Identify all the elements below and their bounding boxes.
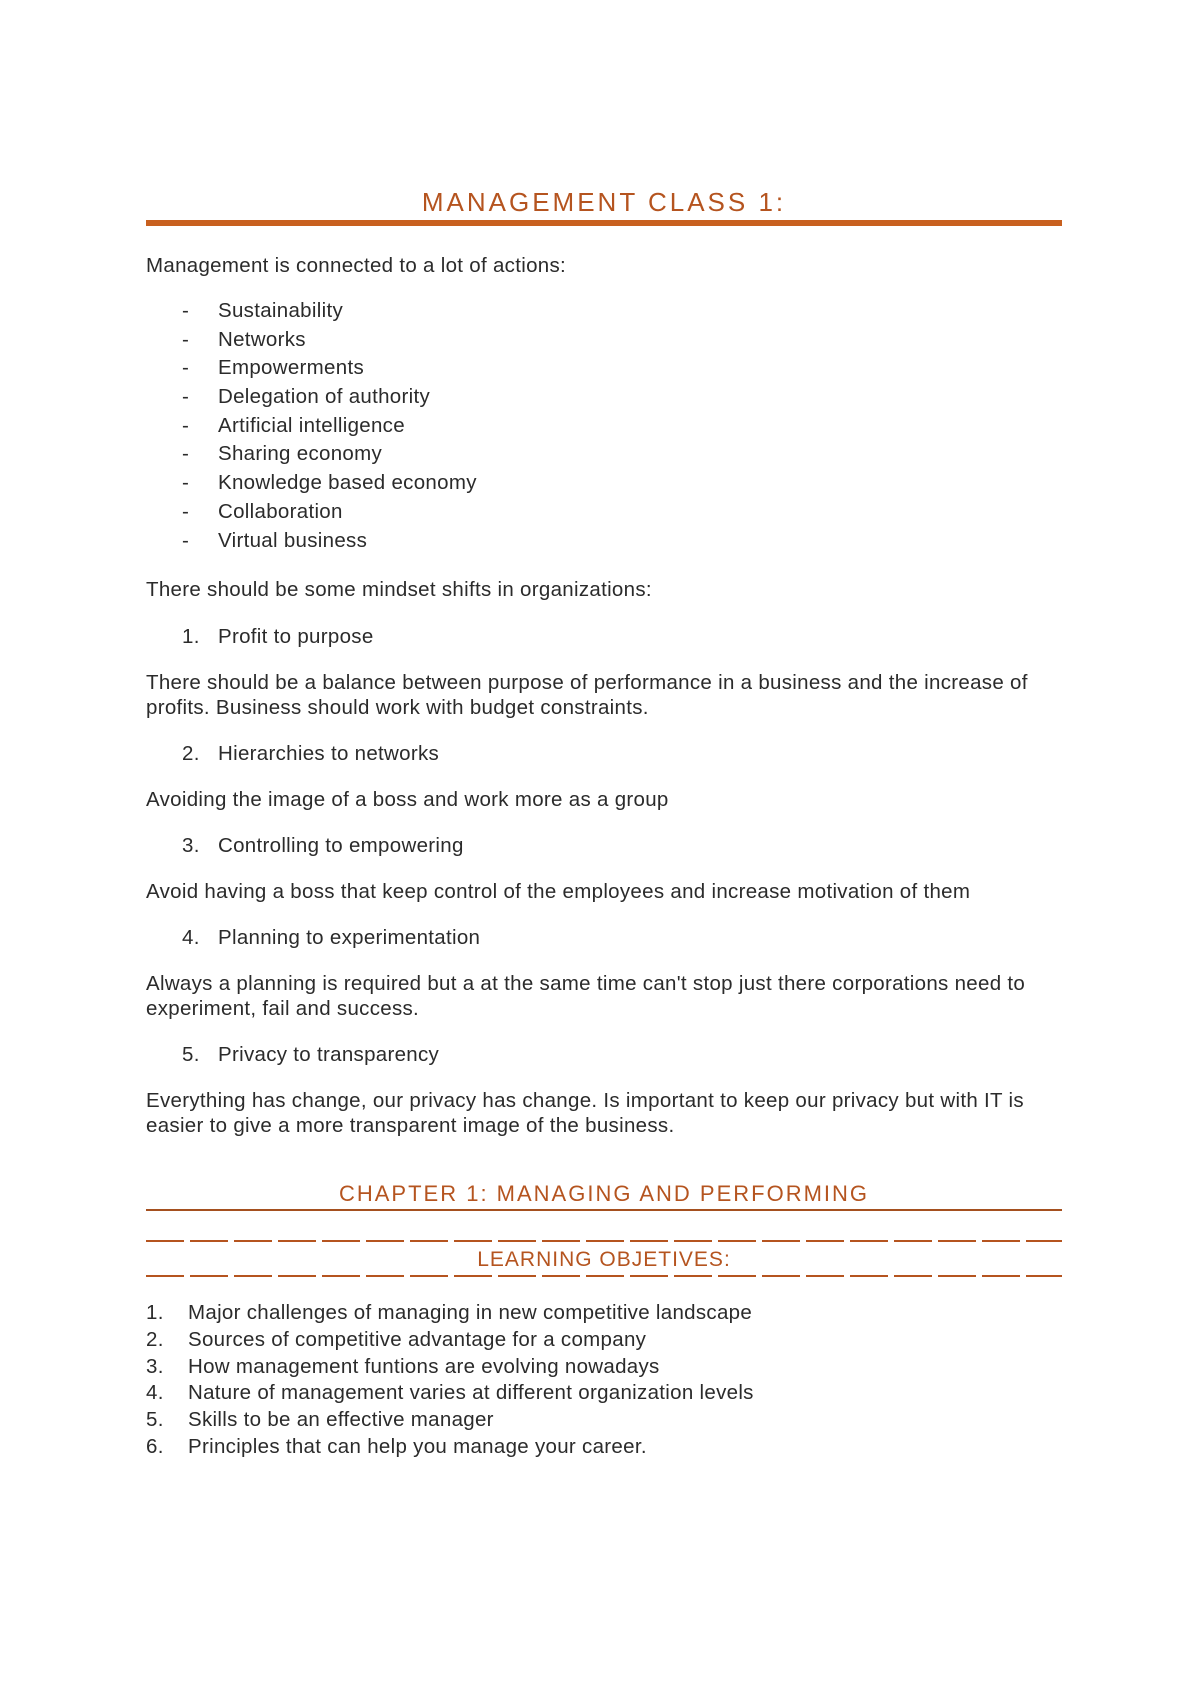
shift-number: 2.	[182, 742, 200, 765]
list-item-label: Networks	[218, 327, 306, 351]
list-item-label: Sustainability	[218, 299, 343, 322]
chapter-title: CHAPTER 1: MANAGING AND PERFORMING	[338, 1181, 870, 1206]
title-underline	[146, 220, 1062, 226]
list-item-label: Artificial intelligence	[218, 413, 405, 437]
bullet-dash: -	[182, 385, 190, 409]
list-item-label: Sharing economy	[218, 442, 383, 466]
chapter-underline	[146, 1209, 1062, 1211]
shift-heading	[182, 925, 480, 950]
bullet-dash: -	[182, 327, 190, 351]
objective-text: Sources of competitive advantage for a company	[188, 1327, 647, 1351]
bullet-dash: -	[182, 299, 190, 322]
shift-label: Profit to purpose	[218, 625, 374, 648]
objective-number: 5.	[146, 1408, 164, 1432]
shift-heading	[182, 741, 439, 766]
objective-text: Major challenges of managing in new competitive landscape	[188, 1301, 753, 1324]
shift-number: 5.	[182, 1043, 200, 1066]
list-item-label: Delegation of authority	[218, 385, 431, 409]
objectives-top-border	[146, 1240, 1062, 1242]
shift-label: Hierarchies to networks	[218, 742, 440, 765]
objective-number: 4.	[146, 1381, 164, 1405]
list-item-label: Virtual business	[218, 528, 368, 552]
list-item-label: Collaboration	[218, 499, 343, 523]
shift-description: Avoid having a boss that keep control of the employees and increase motivation of them	[146, 880, 971, 903]
list-item	[146, 1327, 754, 1354]
shift-label: Controlling to empowering	[218, 834, 464, 857]
objectives-list	[146, 1300, 754, 1461]
objectives-title: LEARNING OBJETIVES:	[477, 1248, 731, 1271]
shift-heading	[182, 833, 464, 858]
objective-text: Nature of management varies at different organization levels	[188, 1381, 754, 1405]
objective-number: 1.	[146, 1301, 164, 1324]
shift-heading	[182, 1042, 439, 1067]
bullet-dash: -	[182, 442, 190, 466]
objective-number: 2.	[146, 1327, 164, 1351]
shift-description: There should be a balance between purpose of performance in a business and the increase of profits. Business should work with budget constraints.	[146, 671, 1028, 719]
objective-text: Principles that can help you manage your career.	[188, 1434, 647, 1458]
bullet-dash: -	[182, 528, 190, 552]
bullet-dash: -	[182, 356, 190, 380]
objective-text: How management funtions are evolving nowadays	[188, 1354, 660, 1378]
list-item	[146, 1407, 754, 1434]
list-item	[146, 1434, 754, 1461]
mindset-intro: There should be some mindset shifts in organizations:	[146, 578, 652, 601]
shift-number: 3.	[182, 834, 200, 857]
bullet-dash: -	[182, 413, 190, 437]
bullet-dash: -	[182, 471, 190, 495]
shift-number: 4.	[182, 926, 200, 949]
shift-description: Avoiding the image of a boss and work more as a group	[146, 788, 669, 811]
shift-label: Planning to experimentation	[218, 926, 481, 949]
shift-label: Privacy to transparency	[218, 1043, 440, 1066]
page-title: MANAGEMENT CLASS 1:	[421, 187, 787, 217]
list-item-label: Knowledge based economy	[218, 471, 477, 495]
list-item-label: Empowerments	[218, 356, 365, 380]
shift-description: Everything has change, our privacy has change. Is important to keep our privacy but with IT is easier to give a more transparent image of the business.	[146, 1089, 1024, 1137]
bullet-dash: -	[182, 499, 190, 523]
objective-text: Skills to be an effective manager	[188, 1408, 494, 1432]
intro-text: Management is connected to a lot of actions:	[146, 254, 567, 277]
list-item	[146, 1354, 754, 1381]
shift-number: 1.	[182, 625, 200, 648]
shift-description: Always a planning is required but a at the same time can't stop just there corporations need to experiment, fail and success.	[146, 972, 1026, 1020]
shift-heading	[182, 624, 374, 649]
objective-number: 3.	[146, 1354, 164, 1378]
objective-number: 6.	[146, 1434, 164, 1458]
list-item	[146, 1300, 754, 1327]
objectives-bottom-border	[146, 1275, 1062, 1277]
list-item	[146, 1380, 754, 1407]
